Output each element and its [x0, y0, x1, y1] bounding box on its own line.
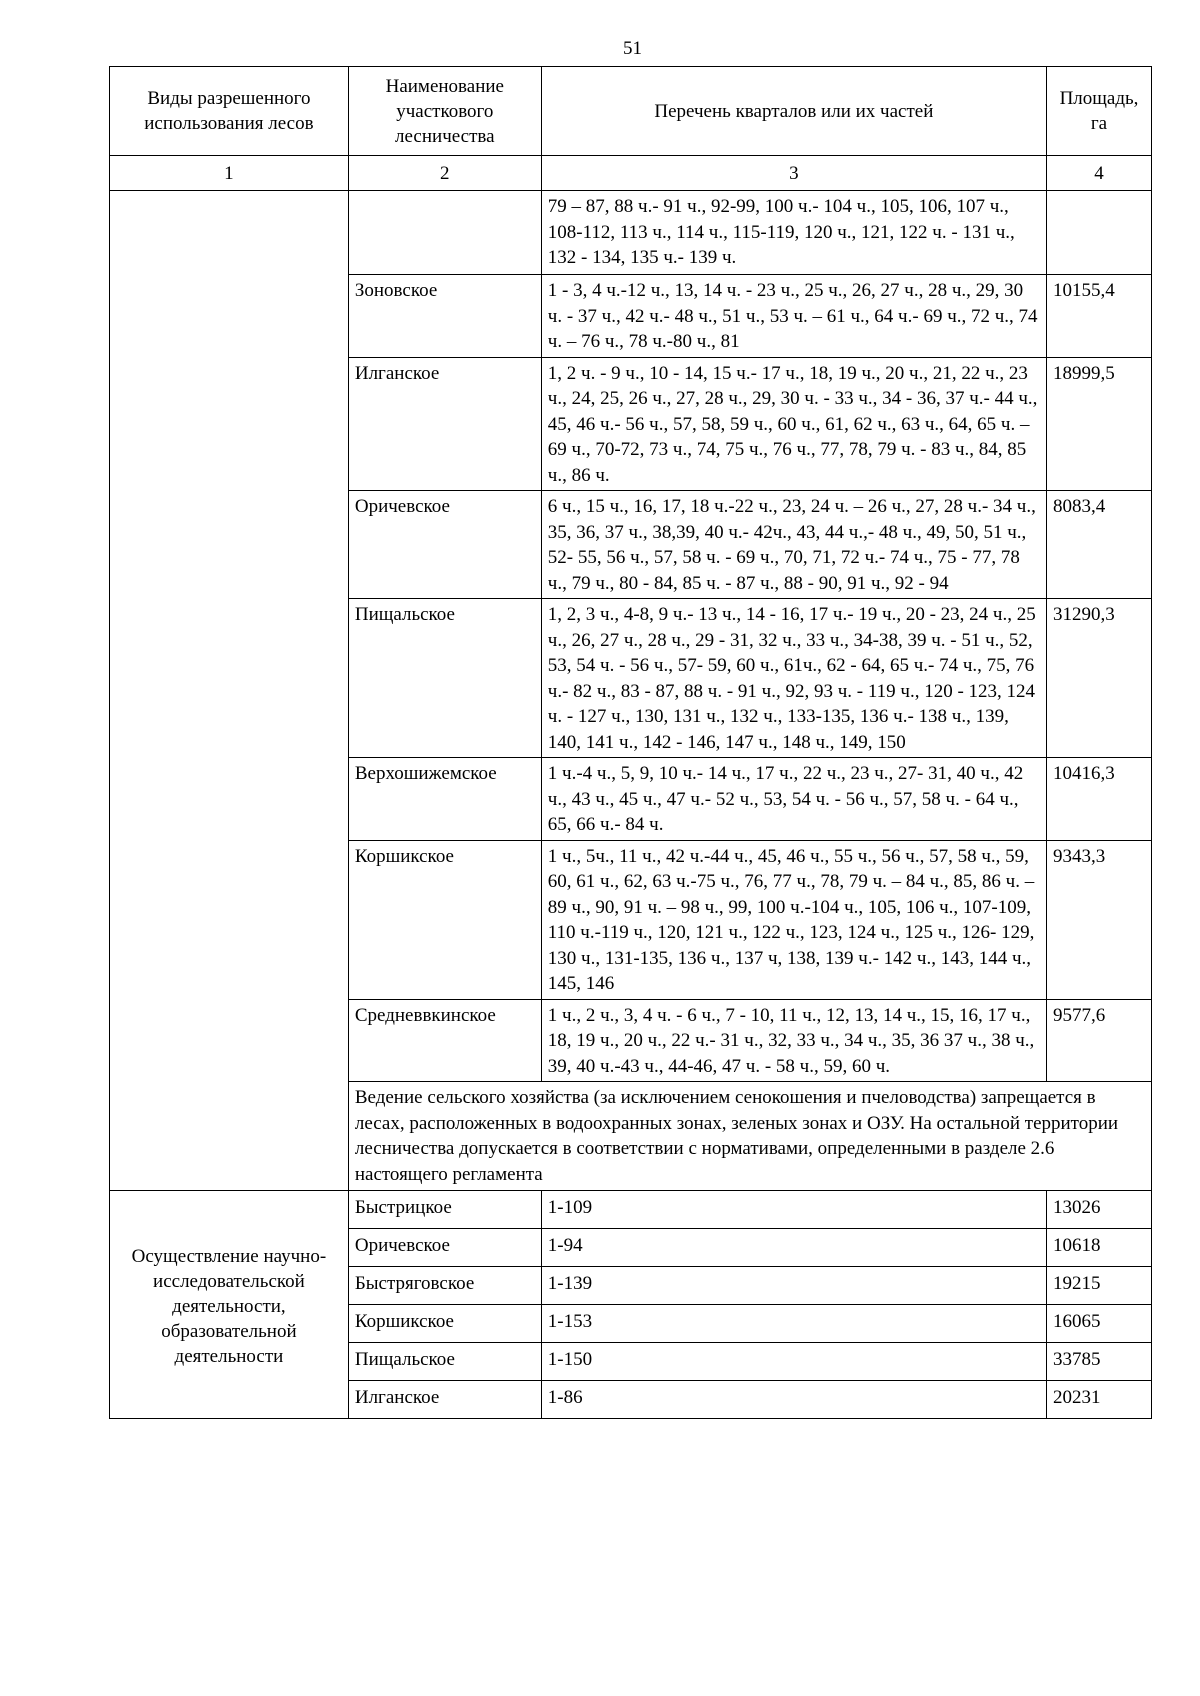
use-type-cell-continued [110, 191, 349, 1191]
area-value: 10416,3 [1047, 758, 1152, 841]
forestry-name: Оричевское [348, 1229, 541, 1267]
quarters-list: 1-150 [541, 1343, 1046, 1381]
area-value: 10155,4 [1047, 275, 1152, 358]
page-number: 51 [623, 38, 642, 59]
forestry-name: Оричевское [348, 491, 541, 599]
forestry-name: Быстрицкое [348, 1191, 541, 1229]
quarters-list: 1, 2, 3 ч., 4-8, 9 ч.- 13 ч., 14 - 16, 17 ч.- 19 ч., 20 - 23, 24 ч., 25 ч., 26, 27 ч., 28 ч., 29 - 31, 32 ч., 33 ч., 34-38, 39 ч. - 51 ч., 52, 53, 54 ч. - 56 ч., 57- 59, 60 ч., 61ч., 62 - 64, 65 ч.- 74 ч., 75, 76 ч.- 82 ч., 83 - 87, 88 ч. - 91 ч., 92, 93 ч. - 119 ч., 120 - 123, 124 ч. - 127 ч., 130, 131 ч., 132 ч., 133-135, 136 ч.- 138 ч., 139, 140, 141 ч., 142 - 146, 147 ч., 148 ч., 149, 150 [541, 599, 1046, 758]
forestry-name: Верхошижемское [348, 758, 541, 841]
header-forestry-name: Наименование участкового лесничества [348, 67, 541, 156]
forest-use-table [109, 66, 1152, 1419]
quarters-list: 1-139 [541, 1267, 1046, 1305]
quarters-list: 1 ч., 5ч., 11 ч., 42 ч.-44 ч., 45, 46 ч., 55 ч., 56 ч., 57, 58 ч., 59, 60, 61 ч., 62, 63 ч.-75 ч., 76, 77 ч., 78, 79 ч. – 84 ч., 85, 86 ч. – 89 ч., 90, 91 ч. – 98 ч., 99, 100 ч.-104 ч., 105, 106 ч., 107-109, 110 ч.-119 ч., 120, 121 ч., 122 ч., 123, 124 ч., 125 ч., 126- 129, 130 ч., 131-135, 136 ч., 137 ч, 138, 139 ч.- 142 ч., 143, 144 ч., 145, 146 [541, 840, 1046, 999]
header-row [110, 67, 1152, 156]
column-number-2: 2 [348, 156, 541, 191]
header-use-type: Виды разрешенного использования лесов [110, 67, 349, 156]
use-type-research: Осуществление научно-исследовательской деятельности, образовательной деятельности [110, 1191, 349, 1419]
area-value: 13026 [1047, 1191, 1152, 1229]
area-value: 31290,3 [1047, 599, 1152, 758]
quarters-list: 1 ч.-4 ч., 5, 9, 10 ч.- 14 ч., 17 ч., 22 ч., 23 ч., 27- 31, 40 ч., 42 ч., 43 ч., 45 ч., 47 ч.- 52 ч., 53, 54 ч. - 56 ч., 57, 58 ч. - 64 ч., 65, 66 ч.- 84 ч. [541, 758, 1046, 841]
table-row [110, 1191, 1152, 1229]
area-value: 16065 [1047, 1305, 1152, 1343]
area-value: 9343,3 [1047, 840, 1152, 999]
forestry-name: Коршикское [348, 1305, 541, 1343]
quarters-list: 1 ч., 2 ч., 3, 4 ч. - 6 ч., 7 - 10, 11 ч., 12, 13, 14 ч., 15, 16, 17 ч., 18, 19 ч., 20 ч., 22 ч.- 31 ч., 32, 33 ч., 34 ч., 35, 36 37 ч., 38 ч., 39, 40 ч.-43 ч., 44-46, 47 ч. - 58 ч., 59, 60 ч. [541, 999, 1046, 1082]
column-number-4: 4 [1047, 156, 1152, 191]
forestry-name: Коршикское [348, 840, 541, 999]
quarters-list: 1-109 [541, 1191, 1046, 1229]
agriculture-note: Ведение сельского хозяйства (за исключением сенокошения и пчеловодства) запрещается в лесах, расположенных в водоохранных зонах, зеленых зонах и ОЗУ. На остальной территории лесничества допускается в соответствии с нормативами, определенными в разделе 2.6 настоящего регламента [348, 1082, 1151, 1191]
quarters-list: 1, 2 ч. - 9 ч., 10 - 14, 15 ч.- 17 ч., 18, 19 ч., 20 ч., 21, 22 ч., 23 ч., 24, 25, 26 ч., 27, 28 ч., 29, 30 ч. - 33 ч., 34 - 36, 37 ч.- 44 ч., 45, 46 ч.- 56 ч., 57, 58, 59 ч., 60 ч., 61, 62 ч., 63 ч., 64, 65 ч. – 69 ч., 70-72, 73 ч., 74, 75 ч., 76 ч., 77, 78, 79 ч. - 83 ч., 84, 85 ч., 86 ч. [541, 357, 1046, 491]
forestry-name: Пищальское [348, 1343, 541, 1381]
header-area: Площадь, га [1047, 67, 1152, 156]
forestry-name: Средневвкинское [348, 999, 541, 1082]
quarters-list: 1 - 3, 4 ч.-12 ч., 13, 14 ч. - 23 ч., 25 ч., 26, 27 ч., 28 ч., 29, 30 ч. - 37 ч., 42 ч.- 48 ч., 51 ч., 53 ч. – 61 ч., 64 ч.- 69 ч., 72 ч., 74 ч. – 76 ч., 78 ч.-80 ч., 81 [541, 275, 1046, 358]
quarters-list: 1-153 [541, 1305, 1046, 1343]
area-value: 19215 [1047, 1267, 1152, 1305]
area-value: 8083,4 [1047, 491, 1152, 599]
header-quarters: Перечень кварталов или их частей [541, 67, 1046, 156]
forestry-name: Илганское [348, 357, 541, 491]
area-value: 10618 [1047, 1229, 1152, 1267]
quarters-list: 1-94 [541, 1229, 1046, 1267]
column-number-row [110, 156, 1152, 191]
column-number-1: 1 [110, 156, 349, 191]
area-value: 9577,6 [1047, 999, 1152, 1082]
quarters-list: 6 ч., 15 ч., 16, 17, 18 ч.-22 ч., 23, 24 ч. – 26 ч., 27, 28 ч.- 34 ч., 35, 36, 37 ч., 38,39, 40 ч.- 42ч., 43, 44 ч.,- 48 ч., 49, 50, 51 ч., 52- 55, 56 ч., 57, 58 ч. - 69 ч., 70, 71, 72 ч.- 74 ч., 75 - 77, 78 ч., 79 ч., 80 - 84, 85 ч. - 87 ч., 88 - 90, 91 ч., 92 - 94 [541, 491, 1046, 599]
forestry-name: Пищальское [348, 599, 541, 758]
quarters-list: 79 – 87, 88 ч.- 91 ч., 92-99, 100 ч.- 104 ч., 105, 106, 107 ч., 108-112, 113 ч., 114 ч., 115-119, 120 ч., 121, 122 ч. - 131 ч., 132 - 134, 135 ч.- 139 ч. [541, 191, 1046, 275]
area-value: 18999,5 [1047, 357, 1152, 491]
quarters-list: 1-86 [541, 1381, 1046, 1419]
forestry-name: Зоновское [348, 275, 541, 358]
table-row [110, 191, 1152, 275]
area-value: 33785 [1047, 1343, 1152, 1381]
area-value: 20231 [1047, 1381, 1152, 1419]
forestry-name [348, 191, 541, 275]
forestry-name: Быстряговское [348, 1267, 541, 1305]
column-number-3: 3 [541, 156, 1046, 191]
area-value [1047, 191, 1152, 275]
forestry-name: Илганское [348, 1381, 541, 1419]
